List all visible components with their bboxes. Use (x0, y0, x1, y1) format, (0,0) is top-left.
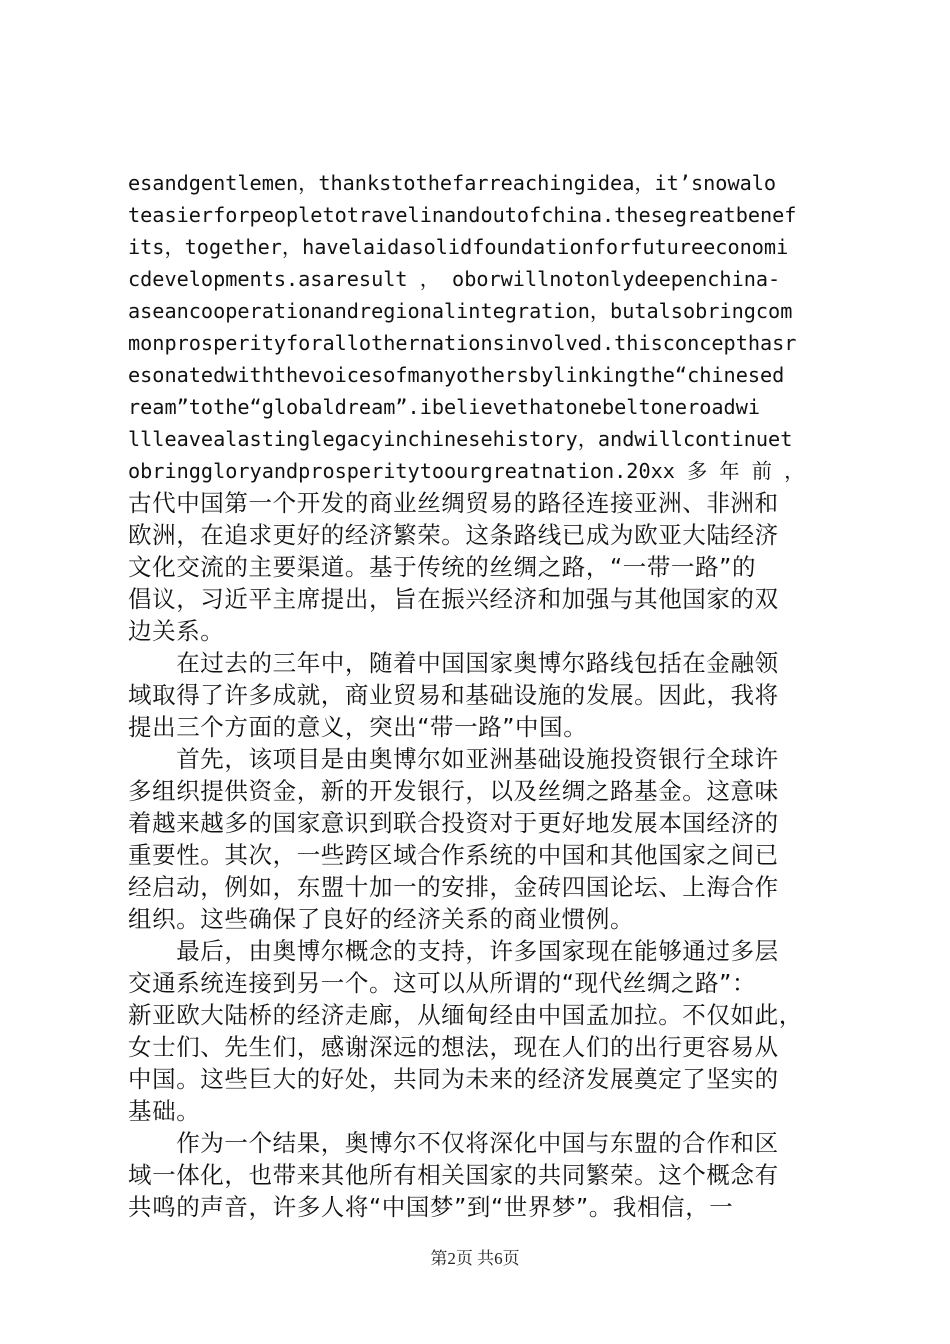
text-line: 倡议，习近平主席提出，旨在振兴经济和加强与其他国家的双 (128, 585, 779, 613)
text-line: esonatedwiththevoicesofmanyothersbylinkingthe“chinesed (128, 363, 785, 387)
text-line: 文化交流的主要渠道。基于传统的丝绸之路，“一带一路”的 (128, 553, 757, 581)
text-line: its，together，havelaidasolidfoundationforfutureeconomi (128, 235, 789, 259)
text-line: aseancooperationandregionalintegration，butalsobringcom (128, 299, 793, 323)
text-line: cdevelopments.asaresult ， oborwillnotonlydeepenchina- (128, 267, 781, 291)
text-line: 新亚欧大陆桥的经济走廊，从缅甸经由中国孟加拉。不仅如此， (128, 1001, 803, 1029)
text-line: 提出三个方面的意义，突出“带一路”中国。 (128, 713, 588, 741)
text-line: 组织。这些确保了良好的经济关系的商业惯例。 (128, 905, 635, 933)
paragraph-start-line: 首先，该项目是由奥博尔如亚洲基础设施投资银行全球许 (128, 745, 779, 773)
paragraph-start-line: 最后，由奥博尔概念的支持，许多国家现在能够通过多层 (128, 937, 779, 965)
text-line: 经启动，例如，东盟十加一的安排，金砖四国论坛、上海合作 (128, 873, 779, 901)
paragraph-start-line: 作为一个结果，奥博尔不仅将深化中国与东盟的合作和区 (128, 1129, 779, 1157)
text-line: 古代中国第一个开发的商业丝绸贸易的路径连接亚洲、非洲和 (128, 489, 779, 517)
text-line: 域取得了许多成就，商业贸易和基础设施的发展。因此，我将 (128, 681, 779, 709)
text-line: 交通系统连接到另一个。这可以从所谓的“现代丝绸之路”： (128, 969, 757, 997)
text-line: 基础。 (128, 1097, 201, 1125)
text-line: 共鸣的声音，许多人将“中国梦”到“世界梦”。我相信，一 (128, 1193, 734, 1221)
page-number-footer: 第2页 共6页 (430, 1249, 520, 1268)
text-line: esandgentlemen，thankstothefarreachingidea，it’snowalo (128, 171, 777, 195)
text-line: 重要性。其次，一些跨区域合作系统的中国和其他国家之间已 (128, 841, 779, 869)
text-line: 多组织提供资金，新的开发银行，以及丝绸之路基金。这意味 (128, 777, 779, 805)
text-line: obringgloryandprosperitytoourgreatnation.20xx 多 年 前 ， (128, 459, 805, 483)
paragraph-start-line: 在过去的三年中，随着中国国家奥博尔路线包括在金融领 (128, 649, 779, 677)
text-line: 域一体化，也带来其他所有相关国家的共同繁荣。这个概念有 (128, 1161, 779, 1189)
text-line: 女士们、先生们，感谢深远的想法，现在人们的出行更容易从 (128, 1033, 779, 1061)
text-line: monprosperityforallothernationsinvolved.thisconcepthasr (128, 331, 797, 355)
text-line: teasierforpeopletotravelinandoutofchina.thesegreatbenef (128, 203, 797, 227)
text-line: llleavealastinglegacyinchinesehistory，andwillcontinuet (128, 427, 793, 451)
text-line: 欧洲，在追求更好的经济繁荣。这条路线已成为欧亚大陆经济 (128, 521, 779, 549)
text-line: 着越来越多的国家意识到联合投资对于更好地发展本国经济的 (128, 809, 779, 837)
text-line: 边关系。 (128, 617, 225, 645)
text-line: 中国。这些巨大的好处，共同为未来的经济发展奠定了坚实的 (128, 1065, 779, 1093)
document-body (128, 167, 832, 1223)
text-line: ream”tothe“globaldream”.ibelievethatonebeltoneroadwi (128, 395, 761, 419)
